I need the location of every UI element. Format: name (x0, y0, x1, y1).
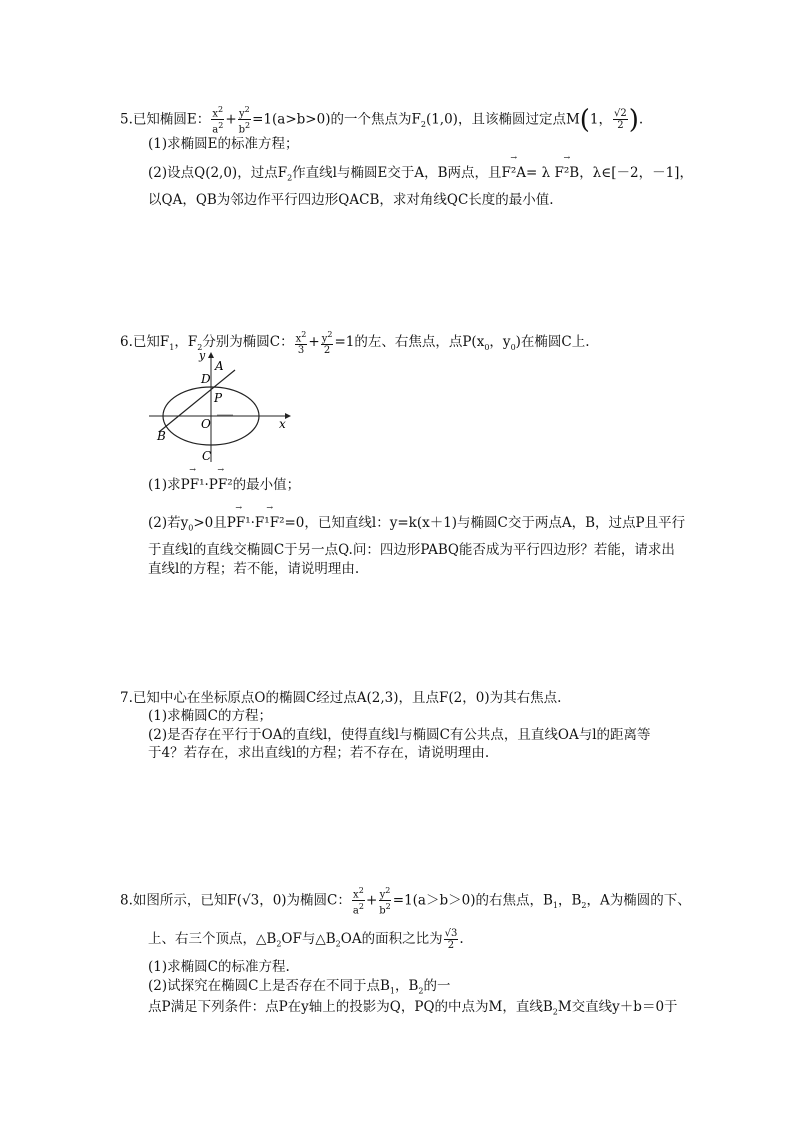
q7-part2-line2: 于4？若存在，求出直线l的方程；若不存在，请说明理由. (148, 745, 490, 761)
q7-part2-line1: (2)是否存在平行于OA的直线l，使得直线l与椭圆C有公共点，且直线OA与l的距离等 (148, 727, 651, 743)
q6-stem: 6.已知$F_1$，$F_2$分别为椭圆C： $\frac{x^2}{3}$ + $\frac{y^2}{2}$ =1的左、右焦点，点$P(x_0$，$y_0$)在椭圆C上. (120, 330, 590, 357)
q6-part2-line2: 于直线l的直线交椭圆C于另一点Q.问：四边形PABQ能否成为平行四边形？若能，请求出 (148, 542, 675, 558)
q8-part2-line2: 点P满足下列条件：点P在y轴上的投影为Q，PQ的中点为M，直线$B_2M$交直线y＋b＝0于 (148, 999, 678, 1017)
q8-stem-line1: 8.如图所示，已知F(√3，0)为椭圆C： $\frac{x^2}{a^2}$ + $\frac{y^2}{b^2}$ =1(a＞b＞0)的右焦点，$B_1$，$B_2$，A为椭圆的下、 (120, 886, 691, 917)
vector-pf1-b: → PF¹ (227, 514, 251, 532)
q5-stem: 5.已知椭圆E： $\frac{x^2}{a^2}$ + $\frac{y^2}{b^2}$ =1(a>b>0)的一个焦点为$F_2(1,0)$，且该椭圆过定点M(1， $\frac{√2}{2}$ ). (120, 104, 644, 136)
vector-pf2: → PF² (209, 476, 233, 494)
label-y: y (199, 350, 206, 362)
q6-part2-line3: 直线l的方程；若不能，请说明理由. (148, 561, 360, 577)
label-d: D (201, 372, 211, 386)
x-axis-arrow (285, 413, 291, 419)
q8-part1: (1)求椭圆C的标准方程. (148, 959, 290, 975)
label-o: O (201, 417, 211, 431)
label-c: C (202, 449, 212, 463)
q5-part2-line2: 以QA，QB为邻边作平行四边形QACB，求对角线QC长度的最小值. (148, 192, 554, 208)
fraction-x2-3: $\frac{x^2}{3}$ (295, 330, 307, 357)
fraction-sqrt3-2: $\frac{√3}{2}$ (444, 928, 458, 951)
fraction-y2-b2: $\frac{y^2}{b^2}$ (238, 105, 251, 136)
q8-stem-line2: 上、右三个顶点，$\triangle B_2OF$与$\triangle B_2OA$的面积之比为 $\frac{√3}{2}$ . (148, 928, 464, 951)
q6-part1: (1)求→ PF¹·→ PF²的最小值； (148, 476, 300, 494)
fraction-y2-b2-q8: $\frac{y^2}{b^2}$ (379, 886, 391, 917)
y-axis-arrow (208, 352, 214, 358)
vector-f2b: → F²B (554, 164, 579, 182)
q6-part2-line1: (2)若$y_0>0$且→ PF¹·→ F¹F²=0，已知直线l：y=k(x＋1)与椭圆C交于两点A，B，过点P且平行 (148, 514, 685, 538)
q5-part1: (1)求椭圆E的标准方程； (148, 136, 299, 152)
label-p: P (214, 391, 223, 405)
label-x: x (279, 417, 286, 431)
q5-part2-line1: (2)设点Q(2,0)，过点$F_2$作直线l与椭圆E交于A，B两点，且→ F²A= λ → F²B，λ∈[－2，－1]， (148, 164, 693, 188)
fraction-sqrt2-2: $\frac{√2}{2}$ (614, 108, 627, 132)
vector-f1f2: → F¹F² (255, 514, 285, 532)
label-a: A (215, 359, 224, 373)
label-b: B (157, 429, 166, 443)
fraction-x2-a2-q8: $\frac{x^2}{a^2}$ (352, 886, 364, 917)
q7-stem: 7.已知中心在坐标原点O的椭圆C经过点A(2,3)，且点F(2，0)为其右焦点. (120, 690, 562, 706)
ellipse-figure (145, 350, 295, 466)
vector-pf1: → PF¹ (181, 476, 205, 494)
q7-part1: (1)求椭圆C的方程； (148, 708, 272, 724)
fraction-y2-2: $\frac{y^2}{2}$ (321, 330, 333, 357)
vector-f2a: → F²A (502, 164, 527, 182)
q8-part2-line1: (2)试探究在椭圆C上是否存在不同于点$B_1$，$B_2$的一 (148, 978, 451, 996)
fraction-x2-a2: $\frac{x^2}{a^2}$ (212, 105, 224, 136)
